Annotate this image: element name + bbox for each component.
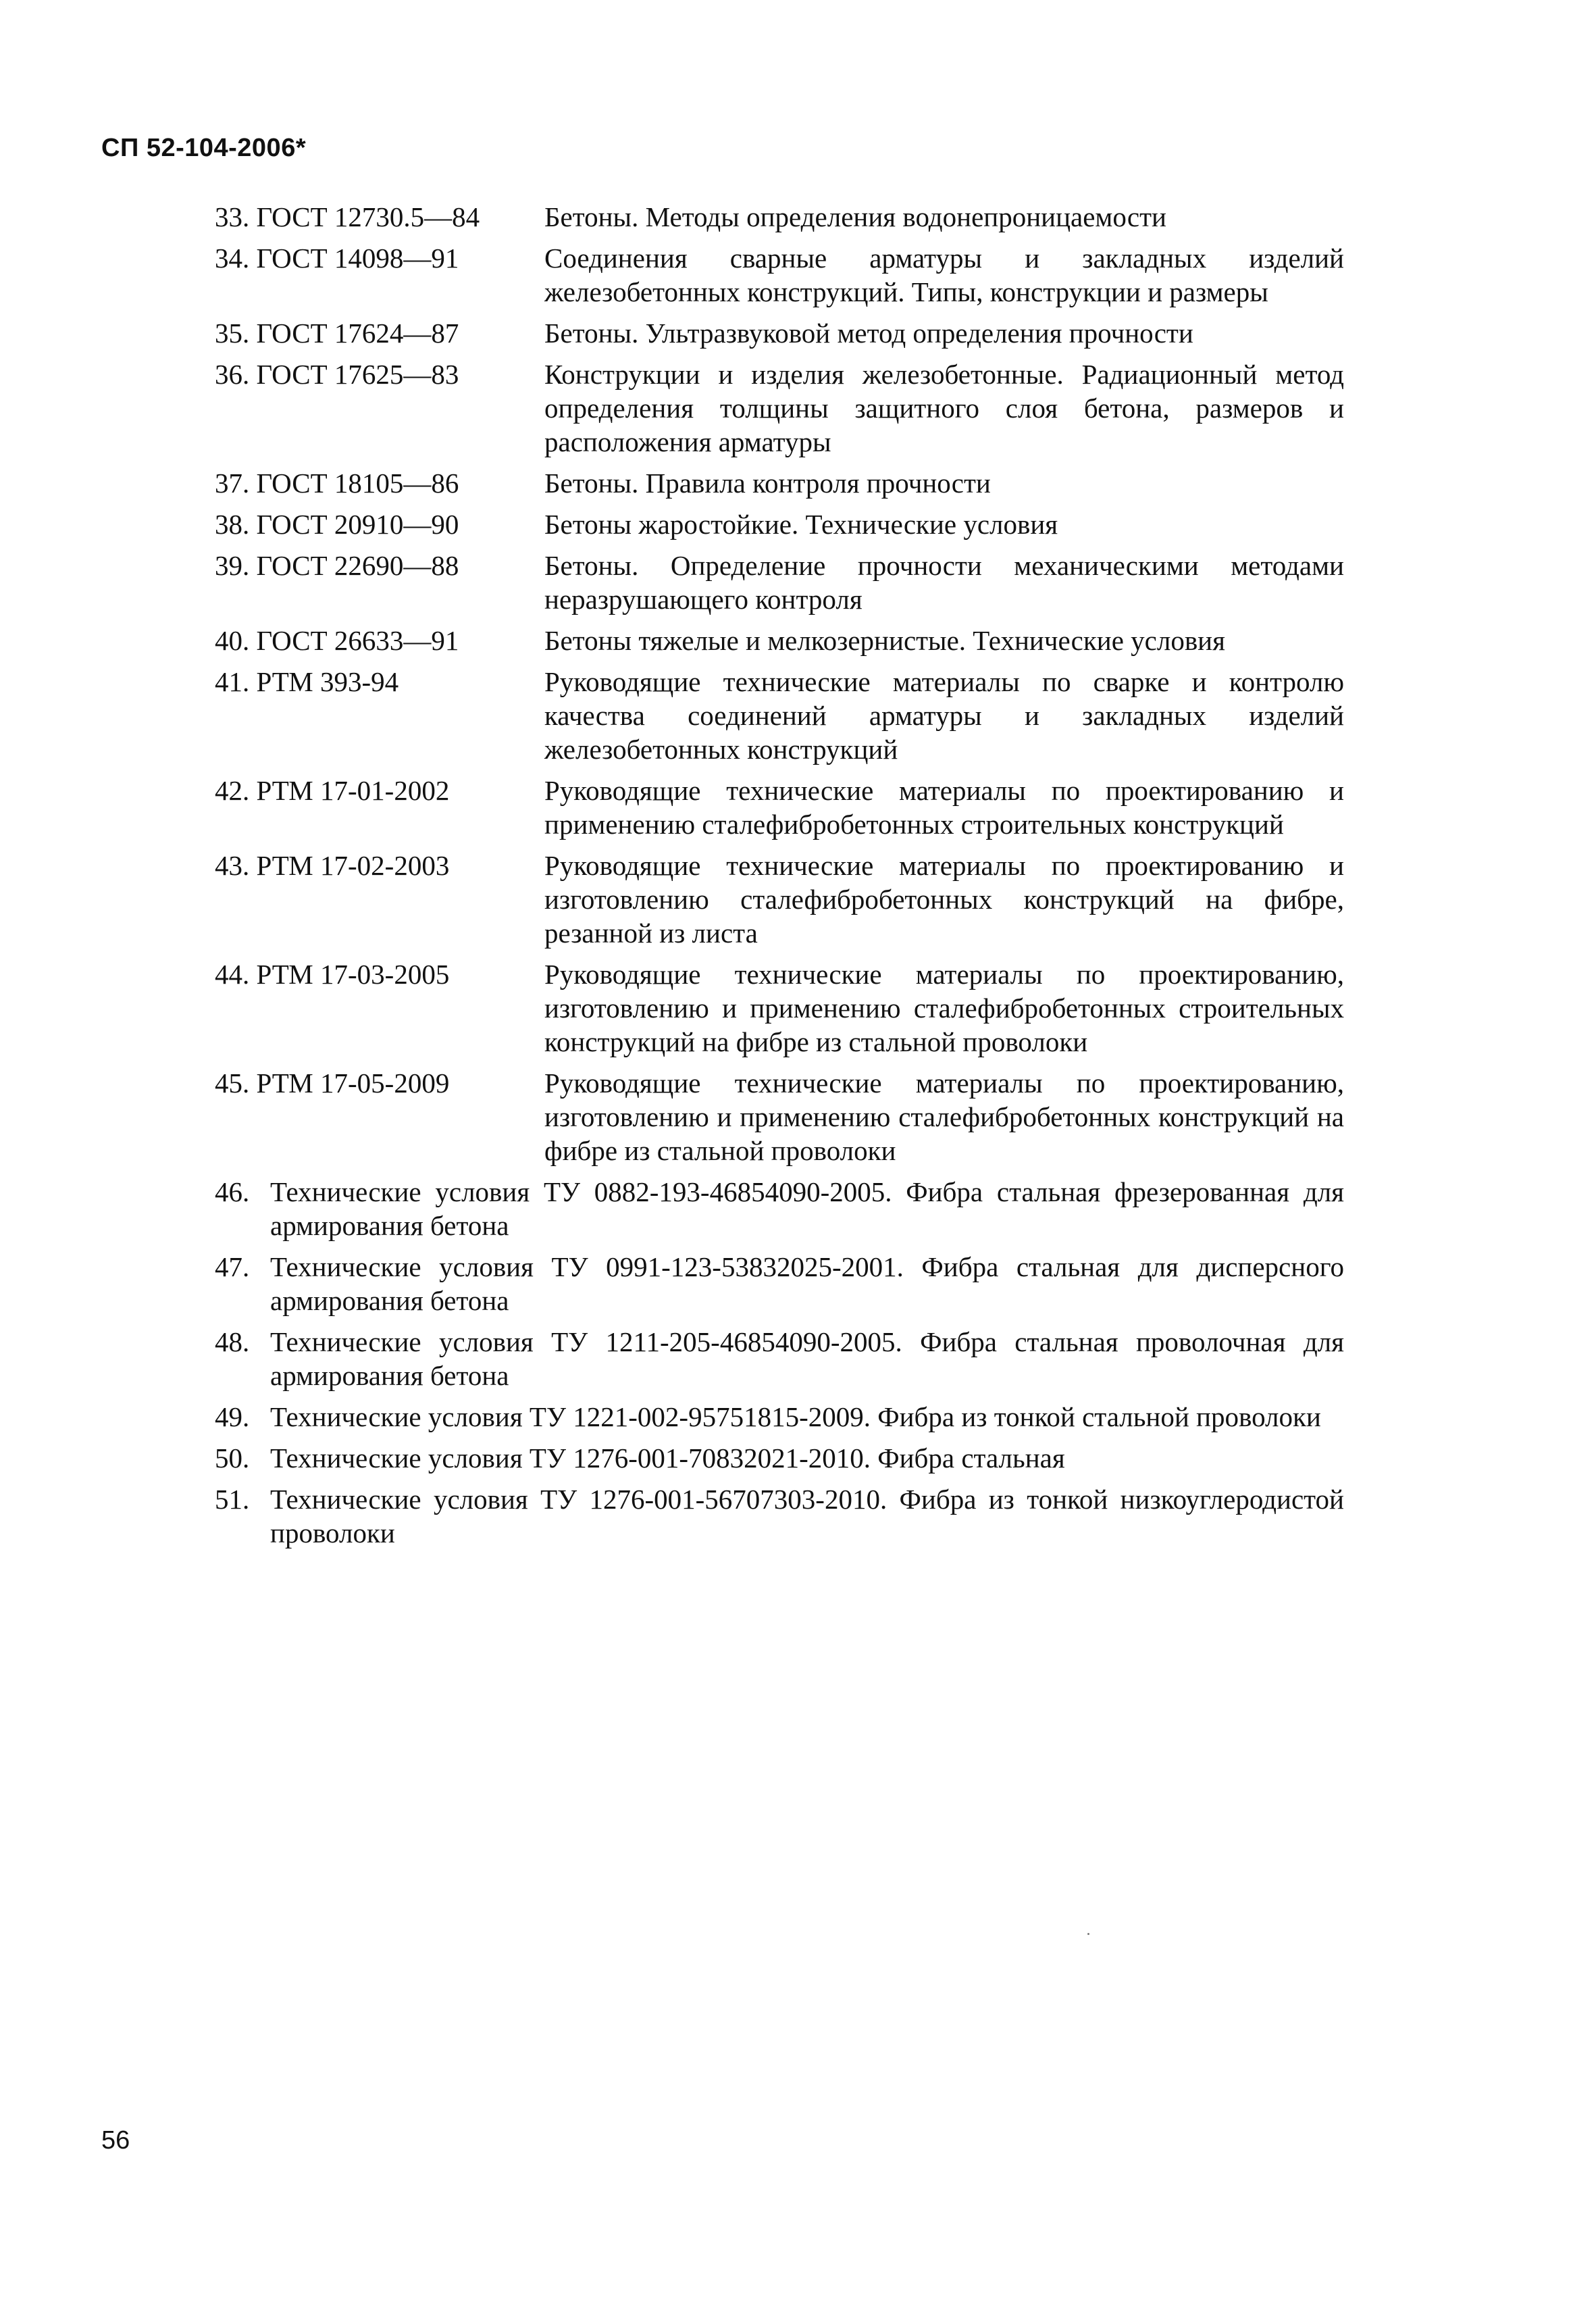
reference-id — [215, 957, 544, 991]
scan-speck — [1087, 1933, 1089, 1935]
reference-code: ГОСТ 26633—91 — [256, 625, 459, 656]
specification-item — [215, 1175, 1344, 1242]
specification-item — [215, 1482, 1344, 1550]
reference-number: 41. — [215, 666, 250, 697]
reference-title: Бетоны. Определение прочности механическими методами неразрушающего контроля — [544, 550, 1344, 615]
specification-number: 51. — [215, 1484, 250, 1515]
reference-id — [215, 316, 544, 350]
document-code-header: СП 52-104-2006* — [101, 134, 307, 162]
reference-code: ГОСТ 20910—90 — [256, 509, 459, 540]
specification-number: 47. — [215, 1251, 250, 1282]
reference-title: Бетоны. Методы определения водонепроницаемости — [544, 201, 1166, 232]
specification-text: Технические условия ТУ 0991-123-53832025-2001. Фибра стальная для дисперсного армирования бетона — [270, 1251, 1344, 1316]
reference-title: Бетоны. Правила контроля прочности — [544, 468, 991, 499]
reference-title: Бетоны. Ультразвуковой метод определения прочности — [544, 318, 1193, 349]
reference-number: 39. — [215, 550, 250, 581]
reference-id — [215, 1066, 544, 1100]
reference-code: ГОСТ 18105—86 — [256, 468, 459, 499]
reference-id — [215, 549, 544, 582]
reference-number: 37. — [215, 468, 250, 499]
reference-title: Руководящие технические материалы по проектированию и изготовлению сталефибробетонных конструкций на фибре, резанной из листа — [544, 850, 1344, 949]
reference-id — [215, 624, 544, 657]
reference-id — [215, 665, 544, 699]
reference-item — [215, 774, 1344, 841]
reference-code: РТМ 17-03-2005 — [256, 959, 450, 990]
reference-number: 40. — [215, 625, 250, 656]
specification-text: Технические условия ТУ 1221-002-95751815-2009. Фибра из тонкой стальной проволоки — [270, 1401, 1321, 1432]
reference-title: Руководящие технические материалы по проектированию, изготовлению и применению сталефибробетонных строительных конструкций на фибре из стальной проволоки — [544, 959, 1344, 1057]
reference-number: 33. — [215, 201, 250, 232]
specification-number: 49. — [215, 1401, 250, 1432]
reference-item — [215, 466, 1344, 500]
reference-id — [215, 241, 544, 275]
reference-title: Соединения сварные арматуры и закладных изделий железобетонных конструкций. Типы, конструкции и размеры — [544, 243, 1344, 307]
reference-number: 34. — [215, 243, 250, 274]
reference-code: РТМ 17-05-2009 — [256, 1067, 450, 1099]
reference-title: Бетоны жаростойкие. Технические условия — [544, 509, 1058, 540]
reference-item — [215, 849, 1344, 950]
reference-number: 43. — [215, 850, 250, 881]
reference-code: ГОСТ 12730.5—84 — [256, 201, 480, 232]
reference-number: 36. — [215, 359, 250, 390]
reference-code: РТМ 17-01-2002 — [256, 775, 450, 806]
reference-id — [215, 466, 544, 500]
reference-list — [215, 200, 1344, 1557]
reference-code: ГОСТ 17625—83 — [256, 359, 459, 390]
specification-item — [215, 1441, 1344, 1475]
reference-number: 35. — [215, 318, 250, 349]
reference-item — [215, 665, 1344, 766]
specification-number: 48. — [215, 1326, 250, 1357]
reference-number: 42. — [215, 775, 250, 806]
reference-item — [215, 357, 1344, 459]
specification-item — [215, 1250, 1344, 1317]
reference-code: ГОСТ 14098—91 — [256, 243, 459, 274]
reference-code: ГОСТ 17624—87 — [256, 318, 459, 349]
specification-number: 46. — [215, 1176, 250, 1207]
specification-text: Технические условия ТУ 1211-205-46854090-2005. Фибра стальная проволочная для армирования бетона — [270, 1326, 1344, 1391]
page-number: 56 — [101, 2126, 130, 2155]
reference-item — [215, 624, 1344, 657]
reference-number: 44. — [215, 959, 250, 990]
reference-title: Бетоны тяжелые и мелкозернистые. Технические условия — [544, 625, 1225, 656]
specification-item — [215, 1400, 1344, 1434]
reference-number: 38. — [215, 509, 250, 540]
reference-code: ГОСТ 22690—88 — [256, 550, 459, 581]
specification-text: Технические условия ТУ 1276-001-70832021-2010. Фибра стальная — [270, 1442, 1065, 1474]
reference-title: Руководящие технические материалы по проектированию, изготовлению и применению сталефибробетонных конструкций на фибре из стальной проволоки — [544, 1067, 1344, 1166]
reference-code: РТМ 17-02-2003 — [256, 850, 450, 881]
reference-item — [215, 507, 1344, 541]
reference-number: 45. — [215, 1067, 250, 1099]
reference-item — [215, 1066, 1344, 1167]
reference-id — [215, 357, 544, 391]
reference-id — [215, 849, 544, 882]
reference-title: Конструкции и изделия железобетонные. Радиационный метод определения толщины защитного слоя бетона, размеров и расположения арматуры — [544, 359, 1344, 457]
reference-code: РТМ 393-94 — [256, 666, 399, 697]
reference-item — [215, 200, 1344, 234]
specification-text: Технические условия ТУ 1276-001-56707303-2010. Фибра из тонкой низкоуглеродистой проволоки — [270, 1484, 1344, 1549]
reference-item — [215, 241, 1344, 309]
specification-text: Технические условия ТУ 0882-193-46854090-2005. Фибра стальная фрезерованная для армирования бетона — [270, 1176, 1344, 1241]
reference-item — [215, 957, 1344, 1059]
reference-title: Руководящие технические материалы по проектированию и применению сталефибробетонных строительных конструкций — [544, 775, 1344, 840]
reference-id — [215, 507, 544, 541]
reference-item — [215, 549, 1344, 616]
reference-id — [215, 774, 544, 807]
specification-item — [215, 1325, 1344, 1392]
reference-id — [215, 200, 544, 234]
reference-item — [215, 316, 1344, 350]
specification-number: 50. — [215, 1442, 250, 1474]
reference-title: Руководящие технические материалы по сварке и контролю качества соединений арматуры и закладных изделий железобетонных конструкций — [544, 666, 1344, 765]
